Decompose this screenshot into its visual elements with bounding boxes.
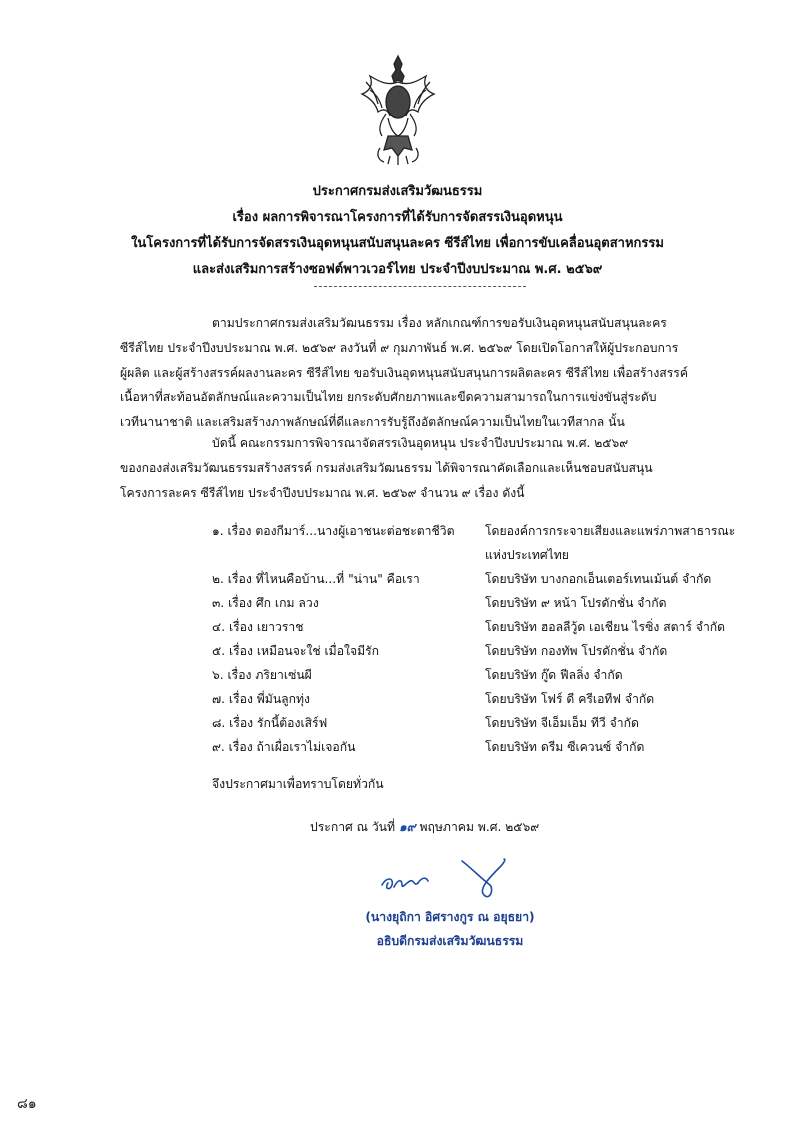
project-organization: โดยบริษัท บางกอกเอ็นเตอร์เทนเม้นต์ จำกัด <box>485 572 712 586</box>
paragraph-line: ของกองส่งเสริมวัฒนธรรมสร้างสรรค์ กรมส่งเสริมวัฒนธรรม ได้พิจารณาคัดเลือกและเห็นชอบสนับสนุน <box>120 460 653 475</box>
project-organization: โดยบริษัท กู๊ด ฟีลลิ่ง จำกัด <box>485 668 623 682</box>
announcement-issuer: ประกาศกรมส่งเสริมวัฒนธรรม <box>312 184 483 199</box>
project-organization-line-2: แห่งประเทศไทย <box>485 548 569 562</box>
paragraph-background <box>120 311 732 435</box>
project-title: ๘. เรื่อง รักนี้ต้องเสิร์ฟ <box>212 716 328 730</box>
handwritten-signature <box>378 855 518 905</box>
announcement-date <box>310 818 710 837</box>
announcement-subject: เรื่อง ผลการพิจารณาโครงการที่ได้รับการจัดสรรเงินอุดหนุน <box>232 210 563 225</box>
list-item <box>212 522 752 562</box>
closing-statement: จึงประกาศมาเพื่อทราบโดยทั่วกัน <box>212 777 384 791</box>
project-title: ๓. เรื่อง ศึก เกม ลวง <box>212 596 319 610</box>
header-divider <box>314 286 526 287</box>
project-organization: โดยบริษัท จีเอ็มเอ็ม ทีวี จำกัด <box>485 716 639 730</box>
list-item <box>212 690 752 714</box>
project-title: ๒. เรื่อง ที่ไหนคือบ้าน...ที่ "น่าน" คือเรา <box>212 572 420 586</box>
project-title: ๖. เรื่อง ภริยาเซ่นผี <box>212 668 312 682</box>
list-item <box>212 570 752 594</box>
list-item <box>212 594 752 618</box>
signatory-name: (นางยุถิกา อิศรางกูร ณ อยุธยา) <box>365 910 535 924</box>
paragraph-line: เนื้อหาที่สะท้อนอัตลักษณ์และความเป็นไทย ยกระดับศักยภาพและขีดความสามารถในการแข่งขันสู่ระดับ <box>120 390 657 405</box>
paragraph-line: บัดนี้ คณะกรรมการพิจารณาจัดสรรเงินอุดหนุน ประจำปีงบประมาณ พ.ศ. ๒๕๖๙ <box>212 436 629 450</box>
paragraph-line: ซีรีส์ไทย ประจำปีงบประมาณ พ.ศ. ๒๕๖๙ ลงวันที่ ๙ กุมภาพันธ์ พ.ศ. ๒๕๖๙ โดยเปิดโอกาสให้ผู้ประกอบการ <box>120 340 679 355</box>
project-organization: โดยบริษัท ดรีม ซีเควนซ์ จำกัด <box>485 740 645 754</box>
page-number: ๘๑ <box>17 1096 37 1112</box>
list-item <box>212 738 752 762</box>
project-organization: โดยองค์การกระจายเสียงและแพร่ภาพสาธารณะ <box>485 524 736 538</box>
project-organization: โดยบริษัท ฮอลลีวู้ด เอเชียน ไรซิ่ง สตาร์ จำกัด <box>485 620 726 634</box>
project-organization: โดยบริษัท ๙ หน้า โปรดักชั่น จำกัด <box>485 596 667 610</box>
date-day: ๑๙ <box>398 820 416 834</box>
paragraph-line: เวทีนานาชาติ และเสริมสร้างภาพลักษณ์ที่ดีและการรับรู้ถึงอัตลักษณ์ความเป็นไทยในเวทีสากล นั้น <box>120 415 625 430</box>
announcement-subject-line-2: ในโครงการที่ได้รับการจัดสรรเงินอุดหนุนสนับสนุนละคร ซีรีส์ไทย เพื่อการขับเคลื่อนอุตสาหกรรม <box>131 236 664 251</box>
list-item <box>212 642 752 666</box>
paragraph-line: โครงการละคร ซีรีส์ไทย ประจำปีงบประมาณ พ.ศ. ๒๕๖๙ จำนวน ๙ เรื่อง ดังนี้ <box>120 485 525 500</box>
date-month-year: พฤษภาคม พ.ศ. ๒๕๖๙ <box>419 820 540 834</box>
project-title: ๗. เรื่อง พี่มันลูกทุ่ง <box>212 692 310 706</box>
list-item <box>212 618 752 642</box>
paragraph-line: ตามประกาศกรมส่งเสริมวัฒนธรรม เรื่อง หลักเกณฑ์การขอรับเงินอุดหนุนสนับสนุนละคร <box>212 316 667 330</box>
project-title: ๑. เรื่อง ตองกีมาร์...นางผู้เอาชนะต่อชะตาชีวิต <box>212 524 455 538</box>
paragraph-line: ผู้ผลิต และผู้สร้างสรรค์ผลงานละคร ซีรีส์ไทย ขอรับเงินอุดหนุนสนับสนุนการผลิตละคร ซีรีส์ไทย เพื่อสร้างสรรค์ <box>120 365 688 380</box>
project-title: ๙. เรื่อง ถ้าเผื่อเราไม่เจอกัน <box>212 740 356 754</box>
project-organization: โดยบริษัท โฟร์ ดี ครีเอทีฟ จำกัด <box>485 692 655 706</box>
signatory-position: อธิบดีกรมส่งเสริมวัฒนธรรม <box>376 934 524 948</box>
garuda-emblem-icon <box>358 52 438 167</box>
list-item <box>212 666 752 690</box>
paragraph-decision <box>120 431 732 505</box>
project-title: ๔. เรื่อง เยาวราช <box>212 620 304 634</box>
project-organization: โดยบริษัท กองทัพ โปรดักชั่น จำกัด <box>485 644 668 658</box>
date-prefix: ประกาศ ณ วันที่ <box>310 820 396 834</box>
announcement-subject-line-3: และส่งเสริมการสร้างซอฟต์พาวเวอร์ไทย ประจำปีงบประมาณ พ.ศ. ๒๕๖๙ <box>192 262 603 277</box>
list-item <box>212 714 752 738</box>
project-title: ๕. เรื่อง เหมือนจะใช่ เมื่อใจมีรัก <box>212 644 380 658</box>
